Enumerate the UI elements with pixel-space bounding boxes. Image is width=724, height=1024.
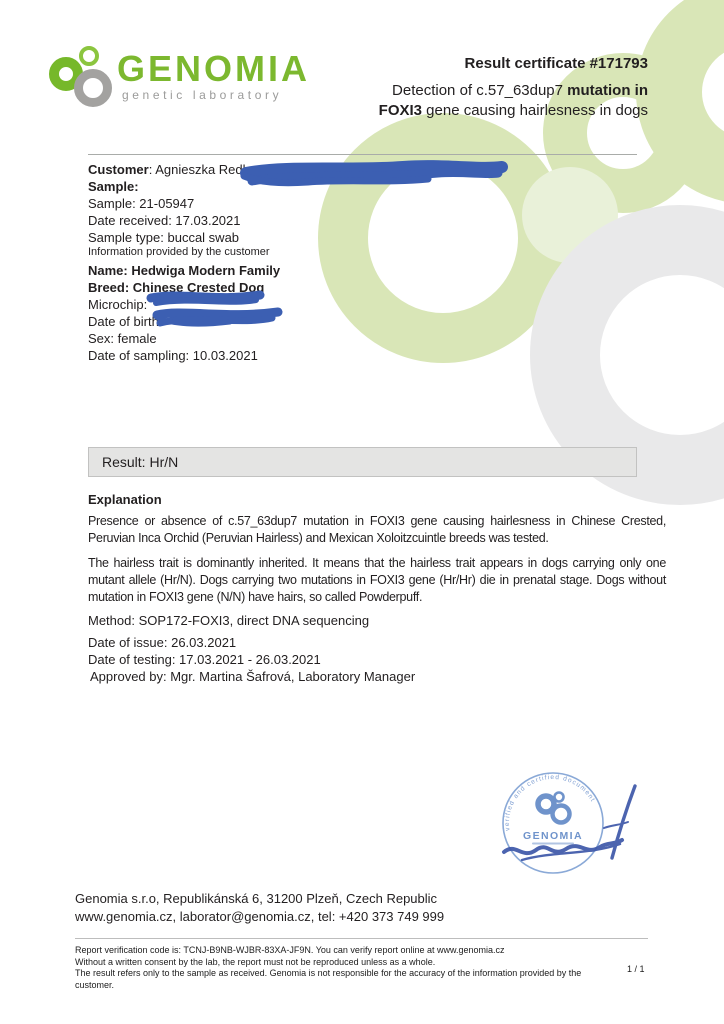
approved-by: Approved by: Mgr. Martina Šafrová, Laboratory Manager [90, 669, 416, 684]
explanation-para1: Presence or absence of c.57_63dup7 mutation in FOXI3 gene causing hairlesness in Chinese Crested, Peruvian Inca Orchid (Peruvian Hairless) and Mexican Xoloitzcuintle breeds was tested. [88, 514, 666, 545]
dog-sex: Sex: female [88, 331, 157, 346]
stamp-brand-text: GENOMIA [523, 830, 583, 842]
company-address: Genomia s.r.o, Republikánská 6, 31200 Plzeň, Czech Republic [75, 891, 438, 906]
explanation-para2: The hairless trait is dominantly inherited. It means that the hairless trait appears in dogs carrying only one mutant allele (Hr/N). Dogs carrying two mutations in FOXI3 gene (Hr/Hr) die in prenatal stage. Dogs without mutation in FOXI3 gene (N/N) have hairs, so called Powderpuff. [88, 556, 666, 604]
logo-gray-ring-icon [74, 69, 112, 107]
footer-address-block [75, 890, 444, 926]
result-box [88, 447, 637, 477]
fine-print-block [75, 945, 620, 991]
fine-print-line: Without a written consent by the lab, the report must not be reproduced unless as a whole. [75, 956, 436, 967]
footer-separator-line [75, 938, 648, 939]
date-of-testing: Date of testing: 17.03.2021 - 26.03.2021 [88, 652, 321, 667]
microchip-line: Microchip: [88, 297, 148, 312]
stamp-arc-text: verified and certified document [503, 773, 597, 832]
decor-ring-corner-green [636, 0, 724, 204]
date-of-sampling: Date of sampling: 10.03.2021 [88, 348, 258, 363]
subtitle-line2-bold: FOXI3 [378, 102, 423, 119]
page-number: 1 / 1 [627, 964, 645, 974]
info-heading: Information provided by the customer [88, 246, 270, 258]
dob-line: Date of birth: [88, 314, 163, 329]
sample-heading: Sample: [88, 179, 139, 194]
explanation-heading: Explanation [88, 492, 162, 507]
logo-small-green-ring-icon [79, 46, 99, 66]
certificate-number-title: Result certificate #171793 [464, 55, 648, 72]
subtitle-line2-regular: gene causing hairlesness in dogs [422, 102, 648, 119]
subtitle-line1-bold: mutation in [563, 82, 648, 99]
fine-print-line: The result refers only to the sample as received. Genomia is not responsible for the accuracy of the information provided by the customer. [75, 968, 582, 990]
decor-disc-faint-green [522, 167, 618, 263]
certificate-subtitle [379, 81, 648, 121]
result-value: Result: Hr/N [102, 454, 179, 470]
sample-id: Sample: 21-05947 [88, 196, 195, 211]
sample-type: Sample type: buccal swab [88, 230, 240, 245]
signature-scribble [496, 768, 656, 878]
subtitle-line1-regular: Detection of c.57_63dup7 [392, 82, 563, 99]
customer-label: Customer [88, 162, 149, 177]
date-of-issue: Date of issue: 26.03.2021 [88, 635, 237, 650]
company-contact: www.genomia.cz, laborator@genomia.cz, tel: +420 373 749 999 [75, 909, 445, 924]
redaction-scribble-dob [152, 304, 286, 332]
dog-breed: Breed: Chinese Crested Dog [88, 280, 265, 295]
date-received: Date received: 17.03.2021 [88, 213, 241, 228]
logo-tagline: genetic laboratory [122, 88, 283, 102]
genomia-logo [45, 40, 375, 110]
method-line: Method: SOP172-FOXI3, direct DNA sequencing [88, 613, 370, 628]
customer-value: : Agnieszka Redlarska, [148, 162, 281, 177]
fine-print-line: Report verification code is: TCNJ-B9NB-WJBR-83XA-JF9N. You can verify report online at www.genomia.cz [75, 945, 505, 955]
redaction-scribble-customer [238, 158, 510, 194]
header-separator-line [88, 154, 637, 155]
dates-block [88, 634, 415, 685]
dog-name: Name: Hedwiga Modern Family [88, 263, 281, 278]
logo-wordmark: GENOMIA [117, 48, 311, 89]
